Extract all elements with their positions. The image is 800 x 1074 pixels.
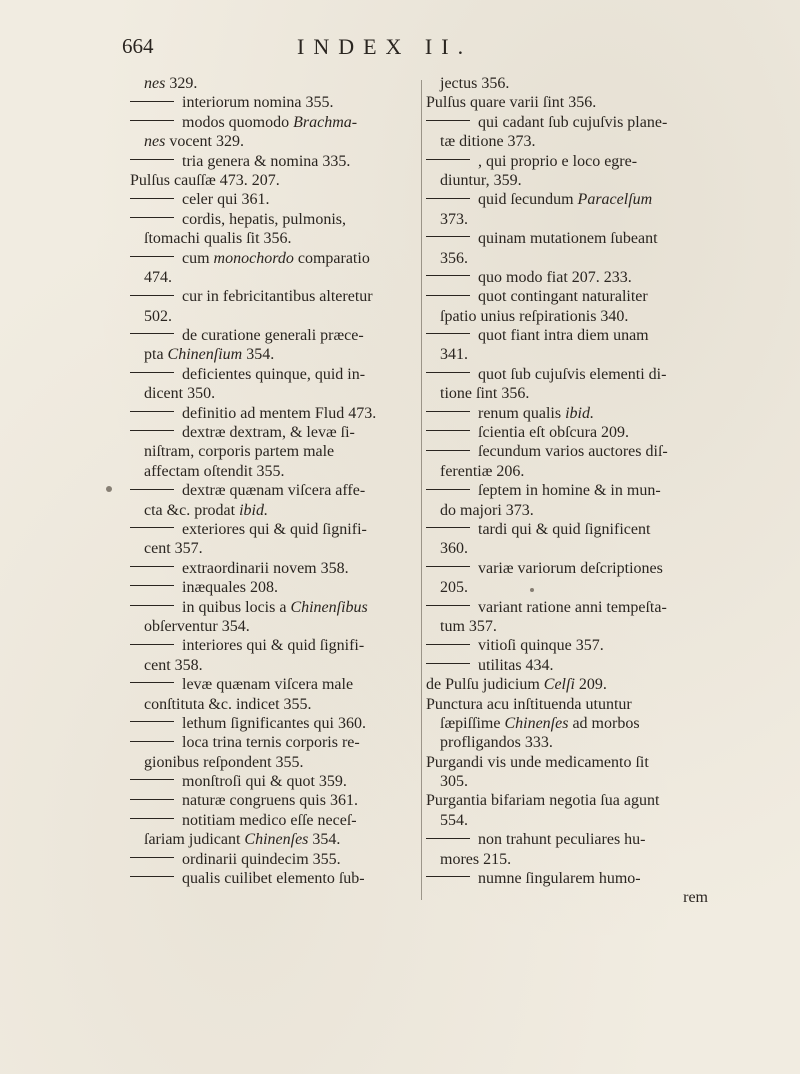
entry-text: ſcientia eſt obſcura 209.	[478, 424, 630, 442]
entry-text: cent 358.	[144, 656, 203, 674]
italic-term: Chinenſes	[504, 714, 569, 732]
entry-text: monſtroſi qui & quot 359.	[182, 773, 347, 791]
repeat-dash	[130, 489, 174, 491]
index-entry-line	[130, 210, 420, 229]
entry-text: utilitas 434.	[478, 656, 554, 674]
entry-text: do majori 373.	[440, 501, 534, 519]
repeat-dash	[426, 120, 470, 122]
index-entry-line	[426, 830, 708, 849]
index-entry-line	[426, 559, 708, 578]
index-entry-line	[426, 152, 708, 171]
entry-text: dicent 350.	[144, 385, 216, 403]
entry-text: interiores qui & quid ſignifi-	[182, 637, 365, 655]
entry-text: quo modo fiat 207. 233.	[478, 268, 632, 286]
index-entry-line	[130, 93, 420, 112]
entry-text: pta	[144, 346, 168, 364]
repeat-dash	[130, 430, 174, 432]
entry-text: numne ſingularem humo-	[478, 870, 641, 888]
index-entry-line	[130, 132, 420, 151]
repeat-dash	[130, 876, 174, 878]
repeat-dash	[130, 799, 174, 801]
entry-text: ſæpiſſime	[440, 714, 505, 732]
entry-text: ferentiæ 206.	[440, 462, 525, 480]
index-entry-line	[130, 74, 420, 93]
index-entry-line	[130, 268, 420, 287]
index-entry-line	[426, 287, 708, 306]
index-entry-line	[426, 384, 708, 403]
index-entry-line	[130, 772, 420, 791]
ink-spot	[530, 588, 534, 592]
entry-text: jectus 356.	[440, 75, 510, 92]
entry-text: ordinarii quindecim 355.	[182, 850, 341, 868]
entry-text: , qui proprio e loco egre-	[478, 152, 638, 170]
entry-text: tria genera & nomina 335.	[182, 152, 351, 170]
repeat-dash	[426, 275, 470, 277]
index-entry-line	[426, 675, 708, 694]
repeat-dash	[426, 566, 470, 568]
index-entry-line	[426, 850, 708, 869]
repeat-dash	[426, 295, 470, 297]
entry-text: quid ſecundum	[478, 191, 578, 209]
entry-text: cta &c. prodat	[144, 501, 240, 519]
repeat-dash	[130, 779, 174, 781]
index-entry-line	[130, 733, 420, 752]
index-entry-line	[130, 636, 420, 655]
repeat-dash	[130, 585, 174, 587]
index-entry-line	[130, 481, 420, 500]
index-entry-line	[426, 345, 708, 364]
index-entry-line	[426, 229, 708, 248]
entry-text: ſpatio unius reſpirationis 340.	[440, 307, 629, 325]
entry-text: in quibus locis a	[182, 598, 291, 616]
repeat-dash	[130, 333, 174, 335]
index-entry-line	[130, 249, 420, 268]
entry-text: ſecundum varios auctores diſ-	[478, 443, 668, 461]
entry-text: loca trina ternis corporis re-	[182, 734, 360, 752]
repeat-dash	[130, 372, 174, 374]
entry-text: cordis, hepatis, pulmonis,	[182, 210, 346, 228]
entry-text: tum 357.	[440, 617, 497, 635]
entry-text: comparatio	[293, 249, 370, 267]
index-column-right	[426, 74, 708, 908]
index-entry-line	[426, 210, 708, 229]
entry-text: 502.	[144, 307, 172, 325]
italic-term: ibid.	[239, 501, 268, 519]
index-entry-line	[426, 93, 708, 112]
index-entry-line	[426, 733, 708, 752]
entry-text: Purgantia bifariam negotia ſua agunt	[426, 792, 660, 810]
italic-term: nes	[144, 75, 166, 92]
repeat-dash	[426, 644, 470, 646]
index-entry-line	[130, 229, 420, 248]
index-entry-line	[130, 326, 420, 345]
index-entry-line	[426, 442, 708, 461]
entry-text: 205.	[440, 579, 468, 597]
entry-text: 356.	[440, 249, 468, 267]
index-entry-line	[130, 365, 420, 384]
entry-text: 474.	[144, 268, 172, 286]
italic-term: Chinenſes	[244, 831, 309, 849]
italic-term: Brachma-	[293, 113, 358, 131]
repeat-dash	[130, 295, 174, 297]
repeat-dash	[130, 101, 174, 103]
index-entry-line	[130, 830, 420, 849]
entry-text: renum qualis	[478, 404, 566, 422]
index-entry-line	[426, 190, 708, 209]
page-header	[122, 34, 712, 64]
entry-text: cent 357.	[144, 540, 203, 558]
repeat-dash	[426, 838, 470, 840]
index-entry-line	[426, 772, 708, 791]
entry-text: affectam oſtendit 355.	[144, 462, 285, 480]
index-entry-line	[426, 791, 708, 810]
index-entry-line	[130, 423, 420, 442]
index-entry-line	[130, 869, 420, 888]
index-column-left	[130, 74, 420, 888]
index-entry-line	[130, 675, 420, 694]
index-entry-line	[130, 384, 420, 403]
repeat-dash	[130, 566, 174, 568]
italic-term: Chinenſibus	[290, 598, 368, 616]
index-entry-line	[426, 753, 708, 772]
index-entry-line	[130, 404, 420, 423]
entry-text: conſtituta &c. indicet 355.	[144, 695, 312, 713]
column-divider	[421, 80, 422, 900]
entry-text: definitio ad mentem Flud 473.	[182, 404, 377, 422]
index-entry-line	[426, 268, 708, 287]
index-entry-line	[426, 307, 708, 326]
italic-term: nes	[144, 133, 166, 151]
repeat-dash	[130, 605, 174, 607]
entry-text: levæ quænam viſcera male	[182, 676, 354, 694]
entry-text: Pulſus cauſſæ 473. 207.	[130, 171, 280, 189]
index-entry-line	[426, 888, 708, 907]
entry-text: dextræ dextram, & levæ ſi-	[182, 424, 355, 442]
index-entry-line	[426, 539, 708, 558]
repeat-dash	[130, 818, 174, 820]
entry-text: notitiam medico eſſe neceſ-	[182, 811, 357, 829]
repeat-dash	[130, 217, 174, 219]
entry-text: 354.	[242, 346, 275, 364]
entry-text: Pulſus quare varii ſint 356.	[426, 94, 597, 112]
repeat-dash	[426, 489, 470, 491]
index-entry-line	[130, 287, 420, 306]
repeat-dash	[130, 644, 174, 646]
italic-term: Paracelſum	[577, 191, 653, 209]
repeat-dash	[130, 527, 174, 529]
entry-text: diuntur, 359.	[440, 171, 522, 189]
entry-text: profligandos 333.	[440, 734, 553, 752]
entry-text: gionibus reſpondent 355.	[144, 753, 304, 771]
index-entry-line	[130, 520, 420, 539]
repeat-dash	[426, 527, 470, 529]
italic-term: Celſi	[543, 676, 575, 694]
running-head: INDEX II.	[297, 34, 473, 59]
index-entry-line	[130, 850, 420, 869]
entry-text: tæ ditione 373.	[440, 133, 536, 151]
repeat-dash	[130, 721, 174, 723]
index-entry-line	[130, 113, 420, 132]
italic-term: monochordo	[213, 249, 294, 267]
index-entry-line	[426, 113, 708, 132]
index-entry-line	[130, 345, 420, 364]
entry-text: inæquales 208.	[182, 579, 278, 597]
index-entry-line	[130, 559, 420, 578]
entry-text: 354.	[308, 831, 341, 849]
entry-text: quot ſub cujuſvis elementi di-	[478, 365, 667, 383]
entry-text: ſtomachi qualis ſit 356.	[144, 230, 292, 248]
index-entry-line	[130, 714, 420, 733]
repeat-dash	[130, 256, 174, 258]
italic-term: Chinenſium	[167, 346, 243, 364]
index-entry-line	[426, 365, 708, 384]
entry-text: qualis cuilibet elemento ſub-	[182, 870, 365, 888]
entry-text: qui cadant ſub cujuſvis plane-	[478, 113, 668, 131]
index-entry-line	[426, 520, 708, 539]
index-entry-line	[426, 171, 708, 190]
entry-text: variant ratione anni tempeſta-	[478, 598, 667, 616]
index-entry-line	[426, 695, 708, 714]
entry-text: modos quomodo	[182, 113, 294, 131]
index-entry-line	[426, 598, 708, 617]
index-entry-line	[426, 423, 708, 442]
entry-text: de Pulſu judicium	[426, 676, 544, 694]
index-entry-line	[130, 656, 420, 675]
repeat-dash	[426, 372, 470, 374]
entry-text: ſeptem in homine & in mun-	[478, 482, 661, 500]
entry-text: tardi qui & quid ſignificent	[478, 520, 651, 538]
entry-text: variæ variorum deſcriptiones	[478, 559, 663, 577]
entry-text: lethum ſignificantes qui 360.	[182, 714, 366, 732]
ink-spot	[106, 486, 112, 492]
index-entry-line	[130, 598, 420, 617]
entry-text: cur in febricitantibus alteretur	[182, 288, 373, 306]
index-entry-line	[426, 617, 708, 636]
entry-text: exteriores qui & quid ſignifi-	[182, 520, 367, 538]
entry-text: interiorum nomina 355.	[182, 94, 334, 112]
entry-text: vocent 329.	[165, 133, 244, 151]
entry-text: tione ſint 356.	[440, 385, 530, 403]
entry-text: extraordinarii novem 358.	[182, 559, 349, 577]
index-entry-line	[130, 753, 420, 772]
index-entry-line	[130, 171, 420, 190]
index-entry-line	[130, 539, 420, 558]
entry-text: dextræ quænam viſcera affe-	[182, 482, 366, 500]
index-entry-line	[426, 404, 708, 423]
repeat-dash	[130, 120, 174, 122]
entry-text: niſtram, corporis partem male	[144, 443, 335, 461]
entry-text: 341.	[440, 346, 468, 364]
repeat-dash	[130, 411, 174, 413]
repeat-dash	[130, 857, 174, 859]
repeat-dash	[130, 682, 174, 684]
index-entry-line	[426, 249, 708, 268]
repeat-dash	[130, 741, 174, 743]
entry-text: de curatione generali præce-	[182, 327, 364, 345]
entry-text: ſariam judicant	[144, 831, 245, 849]
index-entry-line	[130, 617, 420, 636]
entry-text: Purgandi vis unde medicamento ſit	[426, 753, 649, 771]
index-entry-line	[130, 695, 420, 714]
index-entry-line	[426, 132, 708, 151]
repeat-dash	[426, 663, 470, 665]
italic-term: ibid.	[565, 404, 594, 422]
index-entry-line	[426, 714, 708, 733]
entry-text: 554.	[440, 811, 468, 829]
index-entry-line	[130, 811, 420, 830]
repeat-dash	[426, 876, 470, 878]
entry-text: quinam mutationem ſubeant	[478, 230, 658, 248]
repeat-dash	[426, 198, 470, 200]
index-entry-line	[130, 442, 420, 461]
index-entry-line	[130, 501, 420, 520]
entry-text: quot contingant naturaliter	[478, 288, 648, 306]
entry-text: celer qui 361.	[182, 191, 270, 209]
repeat-dash	[426, 430, 470, 432]
page-number: 664	[122, 34, 154, 58]
index-entry-line	[426, 481, 708, 500]
entry-text: vitioſi quinque 357.	[478, 637, 604, 655]
entry-text: deficientes quinque, quid in-	[182, 365, 366, 383]
index-entry-line	[426, 636, 708, 655]
index-entry-line	[130, 152, 420, 171]
repeat-dash	[426, 605, 470, 607]
entry-text: 373.	[440, 210, 468, 228]
repeat-dash	[130, 198, 174, 200]
index-entry-line	[426, 74, 708, 93]
entry-text: quot fiant intra diem unam	[478, 327, 649, 345]
entry-text: 360.	[440, 540, 468, 558]
entry-text: 209.	[574, 676, 607, 694]
entry-text: obſerventur 354.	[144, 617, 250, 635]
index-entry-line	[426, 501, 708, 520]
index-entry-line	[426, 811, 708, 830]
entry-text: ad morbos	[568, 714, 640, 732]
entry-text: 329.	[165, 75, 198, 92]
entry-text: rem	[683, 889, 708, 907]
repeat-dash	[130, 159, 174, 161]
index-entry-line	[130, 791, 420, 810]
entry-text: cum	[182, 249, 214, 267]
entry-text: 305.	[440, 773, 468, 791]
entry-text: non trahunt peculiares hu-	[478, 831, 646, 849]
index-entry-line	[426, 326, 708, 345]
repeat-dash	[426, 411, 470, 413]
index-entry-line	[426, 462, 708, 481]
index-entry-line	[130, 462, 420, 481]
index-entry-line	[426, 869, 708, 888]
entry-text: mores 215.	[440, 850, 512, 868]
index-entry-line	[426, 656, 708, 675]
repeat-dash	[426, 450, 470, 452]
index-entry-line	[130, 307, 420, 326]
repeat-dash	[426, 236, 470, 238]
entry-text: naturæ congruens quis 361.	[182, 792, 358, 810]
index-entry-line	[130, 578, 420, 597]
entry-text: Punctura acu inſtituenda utuntur	[426, 695, 632, 713]
index-entry-line	[426, 578, 708, 597]
index-entry-line	[130, 190, 420, 209]
repeat-dash	[426, 159, 470, 161]
repeat-dash	[426, 333, 470, 335]
